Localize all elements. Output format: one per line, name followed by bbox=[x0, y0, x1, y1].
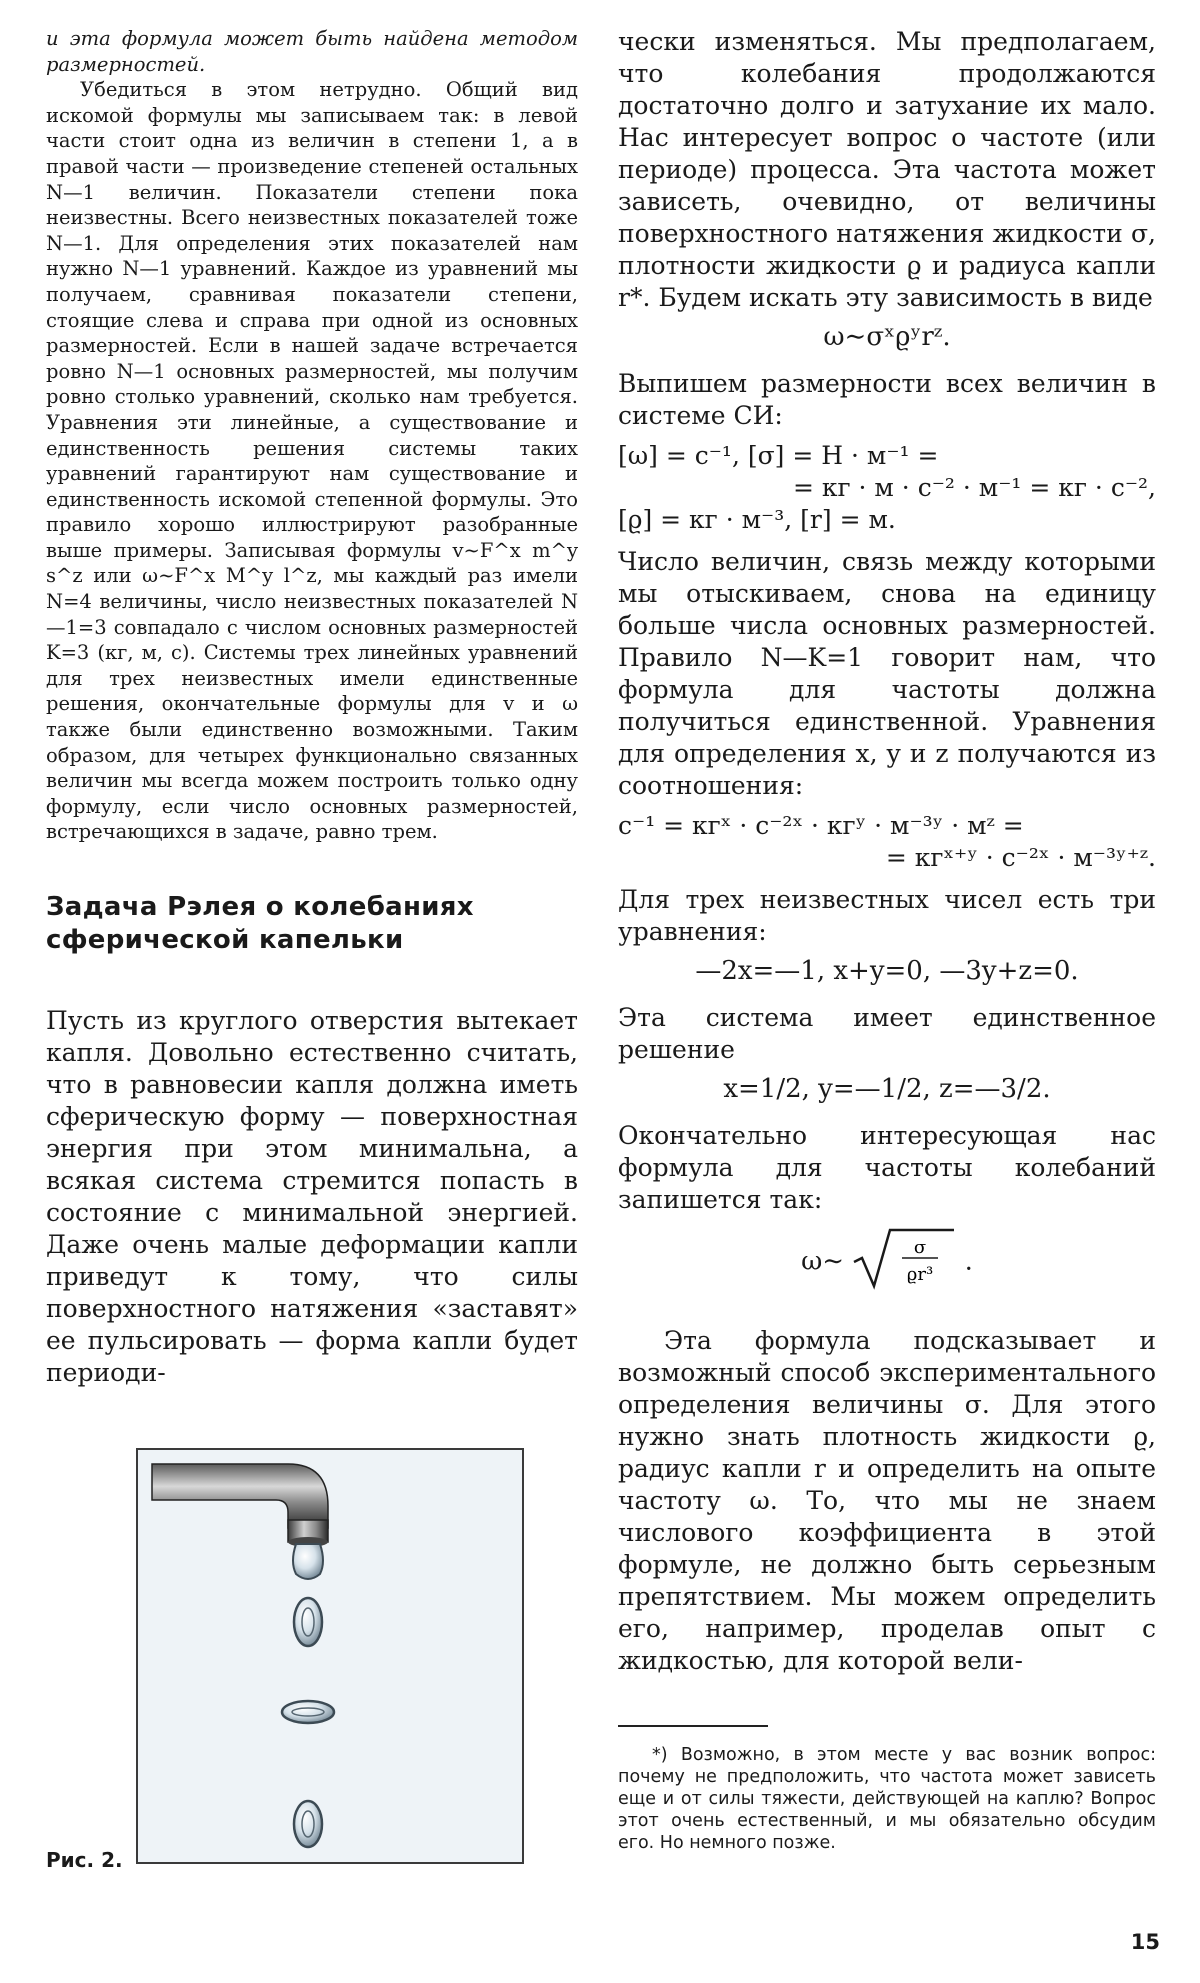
formula-system: —2x=—1, x+y=0, —3y+z=0. bbox=[695, 956, 1079, 986]
left-column bbox=[46, 26, 578, 1389]
intro-line: и эта формула может быть найдена методом размерностей. bbox=[46, 27, 578, 76]
paragraph-experiment: Эта формула подсказывает и возможный способ экспериментального определения величины σ. Для этого нужно знать плотность жидкости ϱ, радиус капли r и определить на опыте частоту ω. То, что мы не знаем числового коэффициента в этой формуле, не должно быть серьезным препятствием. Мы можем определить его, например, проделав опыт с жидкостью, для которой вели- bbox=[618, 1326, 1156, 1675]
formula-ansatz: ω∼σˣϱʸrᶻ. bbox=[823, 322, 951, 352]
dimension-line-2: = кг · м · с⁻² · м⁻¹ = кг · с⁻², bbox=[792, 473, 1156, 502]
footnote bbox=[618, 1744, 1156, 1854]
equation-line-2: = кгˣ⁺ʸ · с⁻²ˣ · м⁻³ʸ⁺ᶻ. bbox=[885, 843, 1156, 872]
formula-final bbox=[618, 1226, 1156, 1299]
paragraph-dimensions: Выпишем размерности всех величин в системе СИ: bbox=[618, 369, 1156, 430]
paragraph-rayleigh: Пусть из круглого отверстия вытекает капля. Довольно естественно считать, что в равновесии капля должна иметь сферическую форму — поверхностная энергия при этом минимальна, а всякая система стремится попасть в состояние с минимальной энергией. Даже очень малые деформации капли приведут к тому, что силы поверхностного натяжения «заставят» ее пульсировать — форма капли будет периоди- bbox=[46, 1006, 578, 1387]
sqrt-numerator: σ bbox=[914, 1237, 927, 1258]
footnote-text: *) Возможно, в этом месте у вас возник вопрос: почему не предположить, что частота может зависеть еще и от силы тяжести, действующей на каплю? Вопрос этот очень естественный, и мы обязательно обсудим его. Но немного позже. bbox=[618, 1745, 1156, 1853]
sqrt-denominator: ϱr³ bbox=[907, 1264, 934, 1285]
formula-final-prefix: ω∼ bbox=[801, 1246, 845, 1277]
figure-dripping-tap bbox=[136, 1448, 524, 1864]
formula-solution: x=1/2, y=—1/2, z=—3/2. bbox=[723, 1074, 1051, 1104]
dripping-tap-illustration bbox=[138, 1450, 522, 1862]
formula-final-suffix: . bbox=[964, 1246, 973, 1277]
paragraph-rule-nk: Число величин, связь между которыми мы отыскиваем, снова на единицу больше числа основных размерностей. Правило N—K=1 говорит нам, что формула для частоты должна получиться единственной. Уравнения для определения x, y и z получаются из соотношения: bbox=[618, 547, 1156, 800]
left-small-text bbox=[46, 26, 578, 845]
section-heading: Задача Рэлея о колебаниях сферической капельки bbox=[46, 892, 474, 955]
page-number: 15 bbox=[1130, 1930, 1160, 1954]
equation-line-1: с⁻¹ = кгˣ · с⁻²ˣ · кгʸ · м⁻³ʸ · мᶻ = bbox=[618, 811, 1024, 840]
dimensions-block bbox=[618, 440, 1156, 536]
sqrt-icon bbox=[852, 1226, 956, 1290]
sqrt-expression bbox=[852, 1226, 956, 1299]
footnote-rule bbox=[618, 1725, 768, 1727]
paragraph-rule: Убедиться в этом нетрудно. Общий вид искомой формулы мы записываем так: в левой части стоит одна из величин в степени 1, а в правой части — произведение степеней остальных N—1 величин. Показатели степени пока неизвестны. Всего неизвестных показателей тоже N—1. Для определения этих показателей нам нужно N—1 уравнений. Каждое из уравнений мы получаем, сравнивая показатели степени, стоящие слева и справа при одной из основных размерностей. Если в нашей задаче встречается ровно N—1 основных размерностей, мы получим ровно столько уравнений, сколько нам требуется. Уравнения эти линейные, а существование и единственность решения системы таких уравнений гарантируют нам существование и единственность искомой степенной формулы. Это правило хорошо иллюстрируют разобранные выше примеры. Записывая формулы v∼F^x m^y s^z или ω∼F^x M^y l^z, мы каждый раз имели N=4 величины, число неизвестных показателей N—1=3 совпадало с числом основных размерностей K=3 (кг, м, с). Системы трех линейных уравнений для трех неизвестных имели единственные решения, окончательные формулы для v и ω также были единственно возможными. Таким образом, для четырех функционально связанных величин мы всегда можем построить только одну формулу, если число основных размерностей, встречающихся в задаче, равно трем. bbox=[46, 78, 578, 844]
paragraph-three-equations: Для трех неизвестных чисел есть три уравнения: bbox=[618, 885, 1156, 946]
equation-block bbox=[618, 810, 1156, 874]
figure-caption: Рис. 2. bbox=[46, 1848, 123, 1872]
paragraph-final: Окончательно интересующая нас формула для частоты колебаний запишется так: bbox=[618, 1121, 1156, 1214]
paragraph-solution: Эта система имеет единственное решение bbox=[618, 1003, 1156, 1064]
dimension-line-3: [ϱ] = кг · м⁻³, [r] = м. bbox=[618, 505, 896, 534]
dimension-line-1: [ω] = с⁻¹, [σ] = Н · м⁻¹ = bbox=[618, 441, 939, 470]
paragraph-oscillation: чески изменяться. Мы предполагаем, что колебания продолжаются достаточно долго и затухание их мало. Нас интересует вопрос о частоте (или периоде) процесса. Эта частота может зависеть, очевидно, от величины поверхностного натяжения жидкости σ, плотности жидкости ϱ и радиуса капли r*. Будем искать эту зависимость в виде bbox=[618, 27, 1156, 312]
right-column bbox=[618, 26, 1156, 1677]
